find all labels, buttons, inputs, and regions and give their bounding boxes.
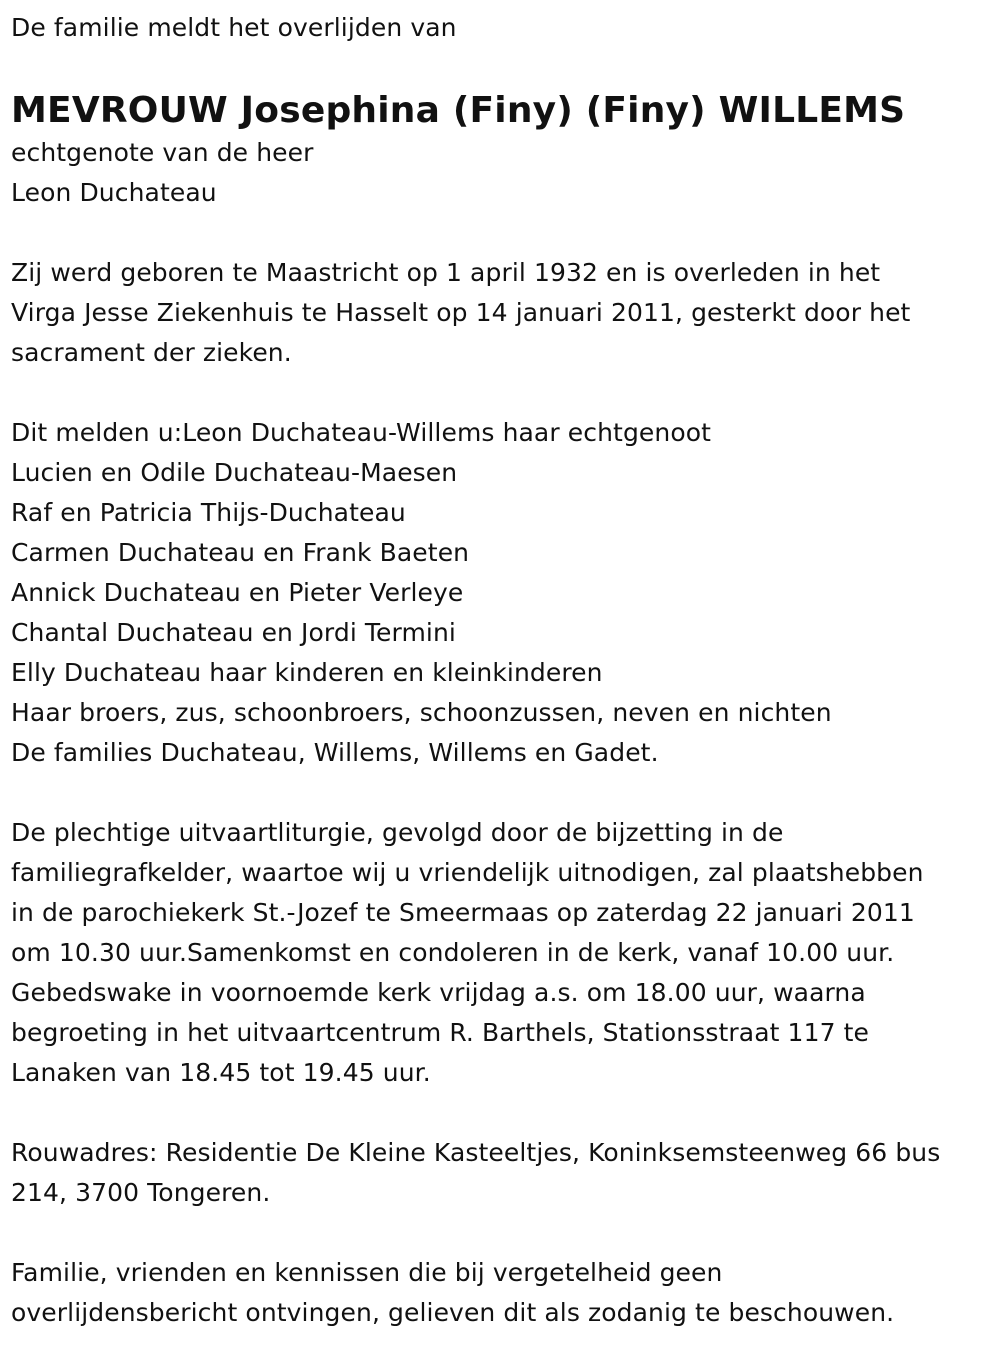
deceased-name: MEVROUW Josephina (Finy) (Finy) WILLEMS <box>11 90 906 131</box>
spouse-line: echtgenote van de heer <box>11 138 314 167</box>
announced-by-line: Chantal Duchateau en Jordi Termini <box>11 618 456 647</box>
announced-by-line: De families Duchateau, Willems, Willems en Gadet. <box>11 738 659 767</box>
birth-death-line: sacrament der zieken. <box>11 338 292 367</box>
announced-by-line: Elly Duchateau haar kinderen en kleinkinderen <box>11 658 603 687</box>
funeral-line: in de parochiekerk St.-Jozef te Smeermaas op zaterdag 22 januari 2011 <box>11 898 915 927</box>
closing-line: overlijdensbericht ontvingen, gelieven dit als zodanig te beschouwen. <box>11 1298 895 1327</box>
spacer <box>11 1213 988 1253</box>
birth-death-line: Virga Jesse Ziekenhuis te Hasselt op 14 januari 2011, gesterkt door het <box>11 298 911 327</box>
funeral-section <box>11 813 988 1093</box>
announced-by-line: Haar broers, zus, schoonbroers, schoonzussen, neven en nichten <box>11 698 832 727</box>
announced-by-line: Annick Duchateau en Pieter Verleye <box>11 578 464 607</box>
mourning-address-line: Rouwadres: Residentie De Kleine Kasteeltjes, Koninksemsteenweg 66 bus <box>11 1138 941 1167</box>
birth-death-section <box>11 253 988 373</box>
birth-death-line: Zij werd geboren te Maastricht op 1 april 1932 en is overleden in het <box>11 258 881 287</box>
mourning-address-section <box>11 1133 988 1213</box>
intro-text: De familie meldt het overlijden van <box>11 13 457 42</box>
closing-line: Familie, vrienden en kennissen die bij vergetelheid geen <box>11 1258 723 1287</box>
funeral-line: Gebedswake in voornoemde kerk vrijdag a.s. om 18.00 uur, waarna <box>11 978 866 1007</box>
closing-section <box>11 1253 988 1333</box>
funeral-line: familiegrafkelder, waartoe wij u vriendelijk uitnodigen, zal plaatshebben <box>11 858 924 887</box>
spacer <box>11 213 988 253</box>
spouse-line: Leon Duchateau <box>11 178 217 207</box>
spouse-section <box>11 133 988 213</box>
spacer <box>11 773 988 813</box>
funeral-line: om 10.30 uur.Samenkomst en condoleren in de kerk, vanaf 10.00 uur. <box>11 938 895 967</box>
mourning-address-line: 214, 3700 Tongeren. <box>11 1178 271 1207</box>
funeral-line: De plechtige uitvaartliturgie, gevolgd door de bijzetting in de <box>11 818 784 847</box>
spacer <box>11 373 988 413</box>
spacer <box>11 1093 988 1133</box>
announced-by-section <box>11 413 988 773</box>
announced-by-line: Lucien en Odile Duchateau-Maesen <box>11 458 458 487</box>
announced-by-line: Carmen Duchateau en Frank Baeten <box>11 538 470 567</box>
announced-by-line: Dit melden u:Leon Duchateau-Willems haar echtgenoot <box>11 418 712 447</box>
funeral-line: begroeting in het uitvaartcentrum R. Barthels, Stationsstraat 117 te <box>11 1018 870 1047</box>
funeral-line: Lanaken van 18.45 tot 19.45 uur. <box>11 1058 431 1087</box>
announced-by-line: Raf en Patricia Thijs-Duchateau <box>11 498 406 527</box>
